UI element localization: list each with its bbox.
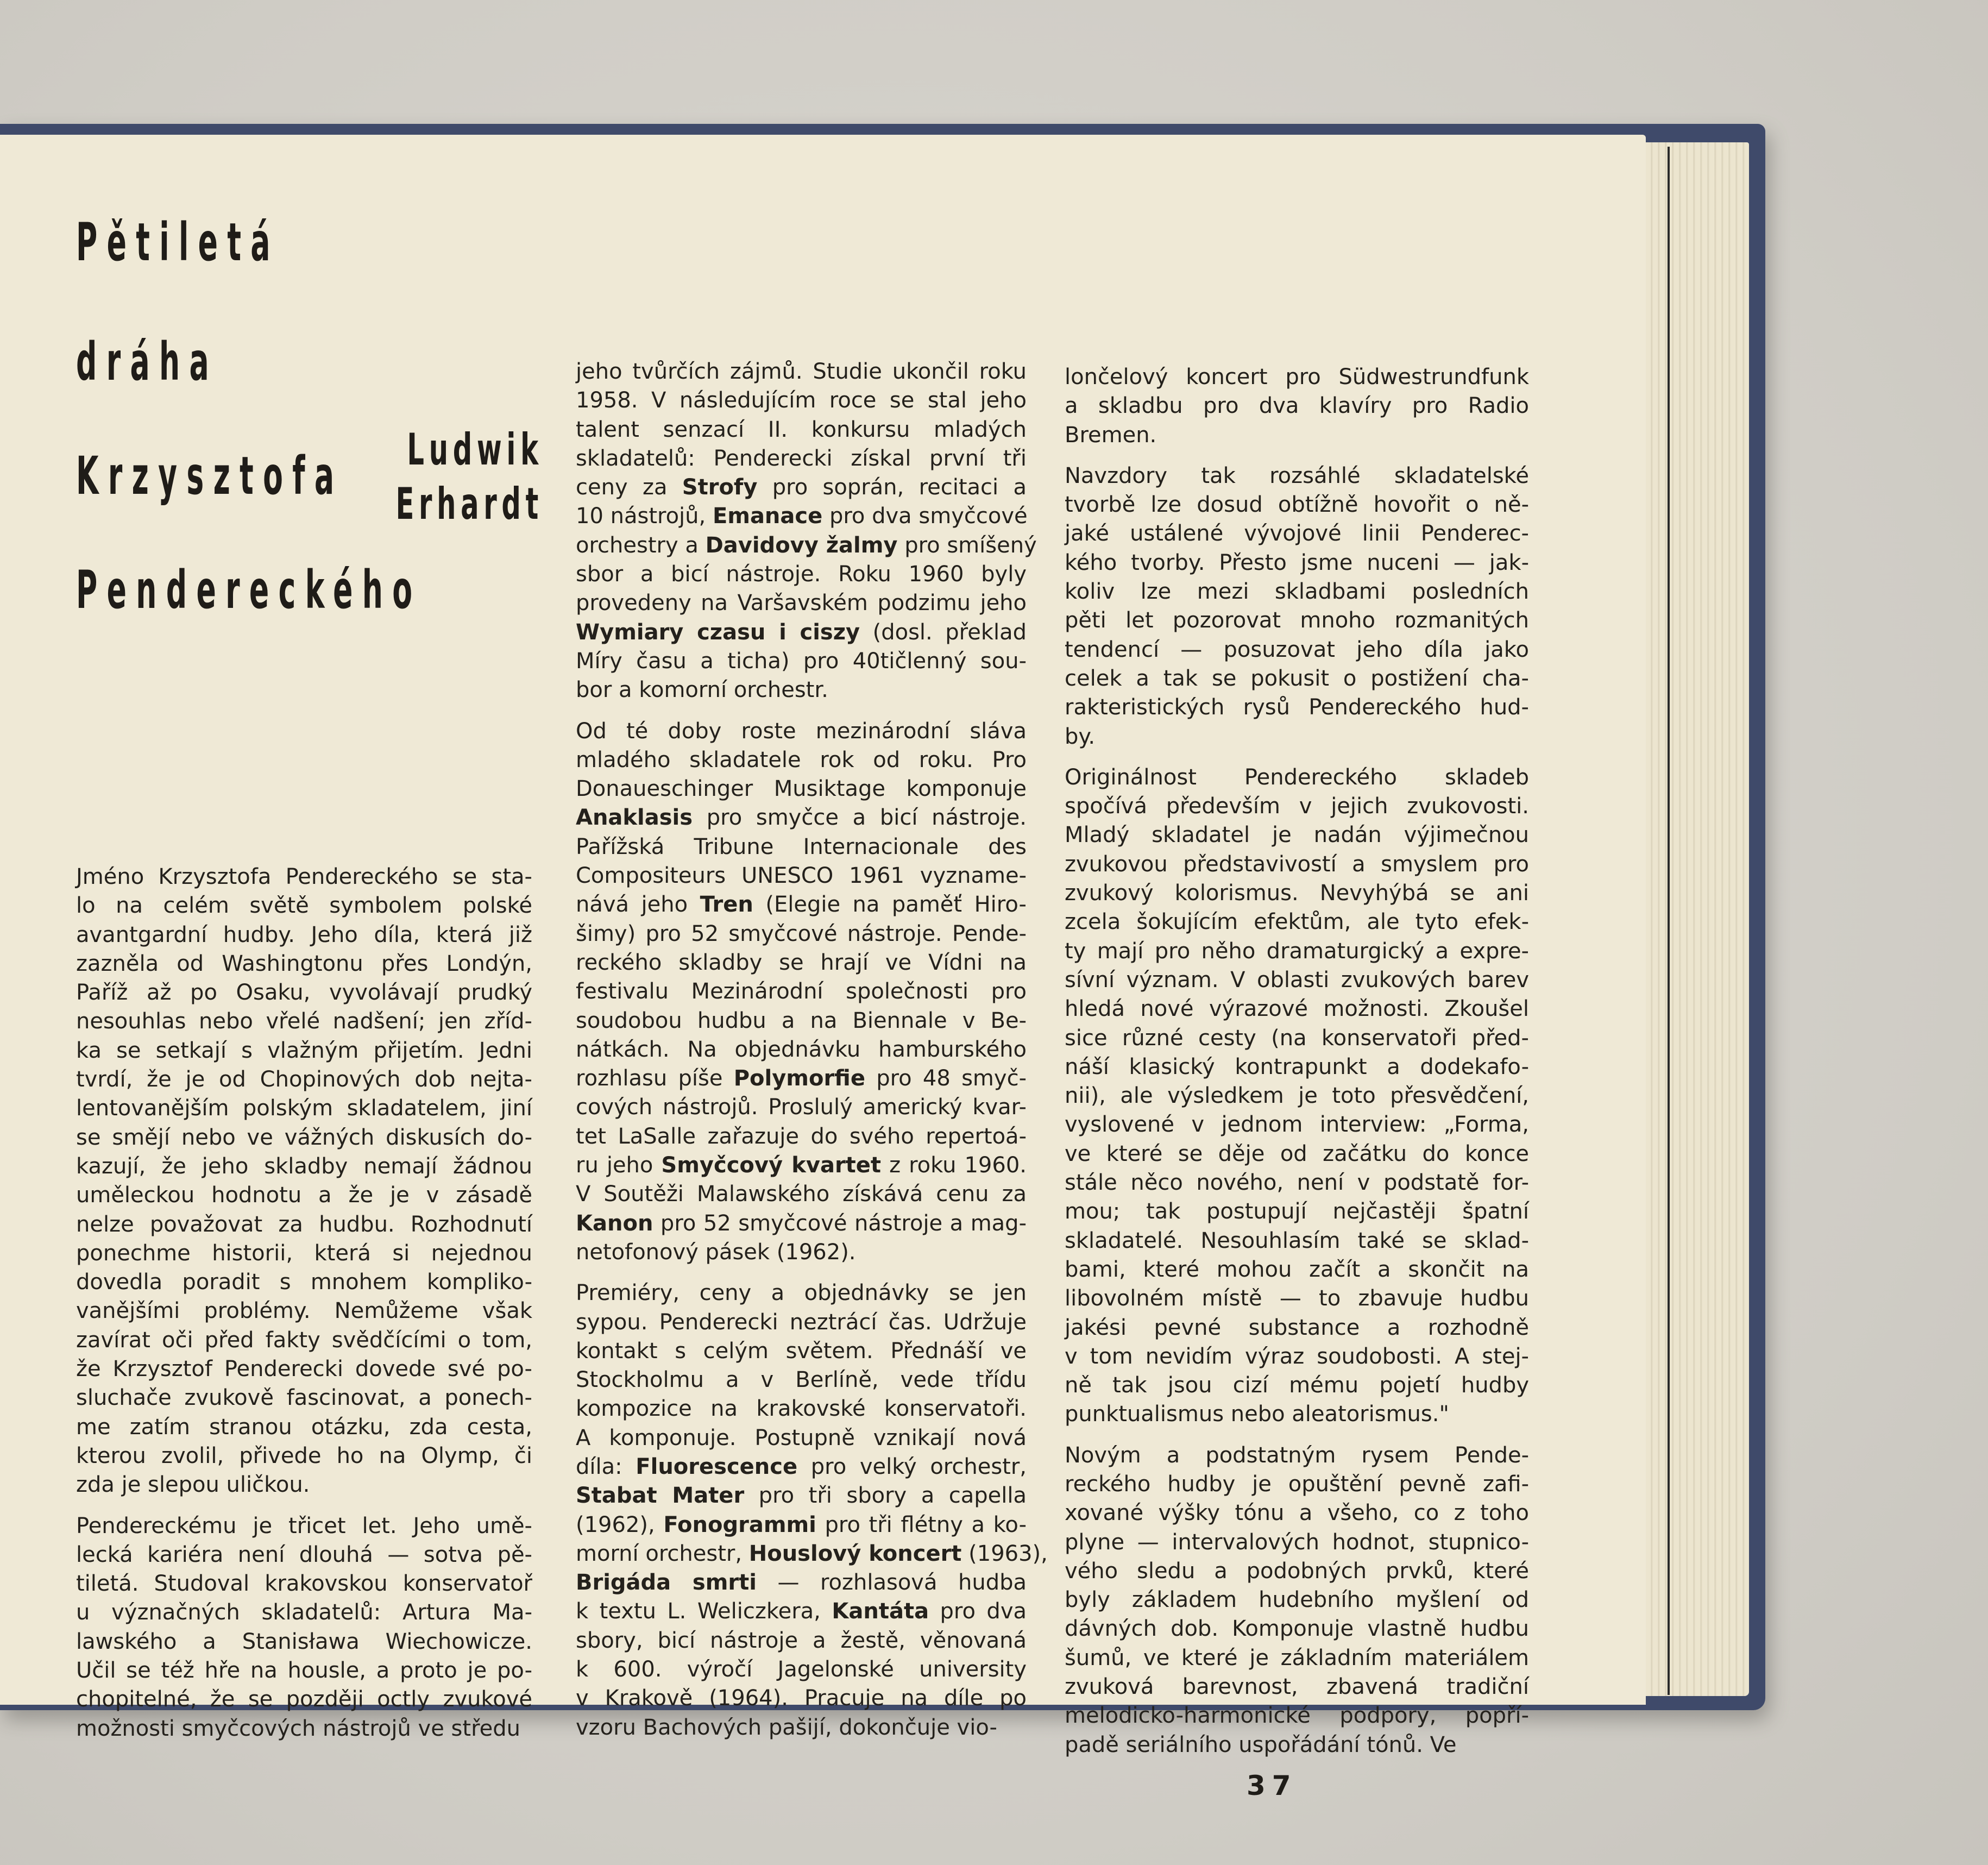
- text-line: nává jeho Tren (Elegie na paměť Hiro-: [576, 892, 1027, 918]
- text-line: Mladý skladatel je nadán výjimečnou: [1065, 822, 1529, 848]
- text-line: Novým a podstatným rysem Pende-: [1065, 1442, 1529, 1468]
- text-line: ka se setkají s vlažným přijetím. Jedni: [76, 1038, 532, 1063]
- text-line: zcela šokujícím efektům, ale tyto efek-: [1065, 909, 1529, 935]
- text-line: V Soutěži Malawského získává cenu za: [576, 1182, 1027, 1207]
- text-line: Pendereckému je třicet let. Jeho umě-: [76, 1513, 532, 1539]
- title-line-2: dráha: [76, 331, 218, 392]
- work-title: Tren: [700, 892, 753, 918]
- text-line: jaké ustálené vývojové linii Penderec-: [1065, 521, 1529, 547]
- text-line: k 600. výročí Jagelonské university: [576, 1657, 1027, 1682]
- paragraph-gap: [1065, 1429, 1529, 1441]
- work-title: Brigáda smrti: [576, 1570, 757, 1596]
- text-line: Brigáda smrti — rozhlasová hudba: [576, 1570, 1027, 1596]
- text-line: zazněla od Washingtonu přes Londýn,: [76, 951, 532, 976]
- text-line: melodicko-harmonické podpory, popří-: [1065, 1703, 1529, 1729]
- text-line: avantgardní hudby. Jeho díla, která již: [76, 922, 532, 947]
- text-line: ponechme historii, která si nejednou: [76, 1240, 532, 1266]
- text-line: Stabat Mater pro tři sbory a capella: [576, 1483, 1027, 1509]
- text-line: a skladbu pro dva klavíry pro Radio: [1065, 393, 1529, 419]
- text-line: vyslovené v jednom interview: „Forma,: [1065, 1112, 1529, 1138]
- text-line: tendencí — posuzovat jeho díla jako: [1065, 637, 1529, 662]
- work-title: Emanace: [712, 504, 823, 529]
- text-line: ceny za Strofy pro soprán, recitaci a: [576, 475, 1027, 500]
- text-line: zavírat oči před fakty svědčícími o tom,: [76, 1327, 532, 1353]
- text-line: Jméno Krzysztofa Pendereckého se sta-: [76, 864, 532, 889]
- text-line: ty mají pro něho dramaturgický a expre-: [1065, 938, 1529, 964]
- text-line: pěti let pozorovat mnoho rozmanitých: [1065, 608, 1529, 633]
- text-line: Bremen.: [1065, 422, 1157, 448]
- title-line-1: Pětiletá: [76, 212, 280, 273]
- text-line: byly základem hudebního myšlení od: [1065, 1587, 1529, 1613]
- text-line: Stockholmu a v Berlíně, vede třídu: [576, 1367, 1027, 1393]
- text-line: me zatím stranou otázku, zda cesta,: [76, 1414, 532, 1440]
- text-line: padě seriálního uspořádání tónů. Ve: [1065, 1732, 1457, 1757]
- text-line: bami, které mohou začít a skončit na: [1065, 1257, 1529, 1282]
- text-line: kého tvorby. Přesto jsme nuceni — jak-: [1065, 550, 1529, 575]
- text-line: vzoru Bachových pašijí, dokončuje vio-: [576, 1715, 997, 1740]
- text-line: zda je slepou uličkou.: [76, 1472, 310, 1498]
- work-title: Anaklasis: [576, 805, 693, 831]
- text-line: sluchače zvukově fascinovat, a ponech-: [76, 1385, 532, 1411]
- text-line: jeho tvůrčích zájmů. Studie ukončil roku: [576, 359, 1027, 384]
- text-line: 1958. V následujícím roce se stal jeho: [576, 388, 1027, 413]
- text-line: talent senzací II. konkursu mladých: [576, 417, 1027, 442]
- text-line: možnosti smyčcových nástrojů ve středu: [76, 1716, 520, 1741]
- text-line: Míry času a ticha) pro 40tičlenný sou-: [576, 648, 1027, 674]
- text-line: ně tak jsou cizí mému pojetí hudby: [1065, 1373, 1529, 1398]
- text-column-2: [576, 357, 1048, 1742]
- text-line: Anaklasis pro smyčce a bicí nástroje.: [576, 805, 1027, 831]
- text-line: šimy) pro 52 smyčcové nástroje. Pende-: [576, 921, 1027, 946]
- text-line: mladého skladatele rok od roku. Pro: [576, 747, 1027, 773]
- text-line: sice různé cesty (na konservatoři před-: [1065, 1025, 1529, 1051]
- book-page: [0, 135, 1646, 1801]
- title-line-3: Krzysztofa: [76, 445, 344, 506]
- text-line: u význačných skladatelů: Artura Ma-: [76, 1600, 532, 1625]
- work-title: Kanon: [576, 1210, 653, 1236]
- text-line: zvukový kolorismus. Nevyhýbá se ani: [1065, 881, 1529, 906]
- text-line: kazují, že jeho skladby nemají žádnou: [76, 1153, 532, 1179]
- text-line: Učil se též hře na housle, a proto je po-: [76, 1658, 532, 1684]
- paragraph-gap: [576, 1267, 1027, 1279]
- text-line: Donaueschinger Musiktage komponuje: [576, 776, 1027, 802]
- work-title: Fluorescence: [636, 1454, 798, 1479]
- work-title: Stabat Mater: [576, 1483, 745, 1509]
- text-line: tvrdí, že je od Chopinových dob nejta-: [76, 1067, 532, 1092]
- text-line: v tom nevidím výraz soudobosti. A stej-: [1065, 1343, 1529, 1369]
- text-line: lecká kariéra není dlouhá — sotva pě-: [76, 1542, 532, 1567]
- author-byline: [326, 424, 543, 558]
- text-line: nesouhlas nebo vřelé nadšení; jen zříd-: [76, 1009, 532, 1034]
- text-line: lončelový koncert pro Südwestrundfunk: [1065, 365, 1529, 390]
- text-line: Wymiary czasu i ciszy (dosl. překlad: [576, 619, 1027, 645]
- text-line: netofonový pásek (1962).: [576, 1239, 856, 1265]
- text-line: nátkách. Na objednávku hamburského: [576, 1037, 1027, 1062]
- text-line: koliv lze mezi skladbami posledních: [1065, 579, 1529, 605]
- text-line: sbory, bicí nástroje a žestě, věnovaná: [576, 1628, 1027, 1653]
- text-line: zvukovou představivostí a smyslem pro: [1065, 851, 1529, 877]
- text-line: náší klasický kontrapunkt a dodekafo-: [1065, 1054, 1529, 1079]
- text-line: jakési pevné substance a rozhodně: [1065, 1315, 1529, 1340]
- text-line: kontakt s celým světem. Přednáší ve: [576, 1338, 1027, 1364]
- text-line: morní orchestr, Houslový koncert (1963),: [576, 1541, 1048, 1566]
- text-line: A komponuje. Postupně vznikají nová: [576, 1425, 1027, 1450]
- text-line: lo na celém světě symbolem polské: [76, 893, 532, 919]
- text-line: 10 nástrojů, Emanace pro dva smyčcové: [576, 504, 1028, 529]
- text-line: uměleckou hodnotu a že je v zásadě: [76, 1183, 532, 1208]
- work-title: Polymorfie: [733, 1066, 865, 1091]
- text-line: vanějšími problémy. Nemůžeme však: [76, 1298, 532, 1324]
- text-line: vého sledu a podobných prvků, které: [1065, 1558, 1529, 1584]
- text-line: díla: Fluorescence pro velký orchestr,: [576, 1454, 1027, 1479]
- author-first-name: Ludwik: [407, 424, 543, 475]
- page-number: 37: [1247, 1770, 1298, 1801]
- text-line: skladatelů: Penderecki získal první tři: [576, 445, 1027, 471]
- text-line: libovolném místě — to zbavuje hudbu: [1065, 1286, 1529, 1311]
- text-line: tiletá. Studoval krakovskou konservatoř: [76, 1571, 532, 1597]
- text-line: spočívá především v jejich zvukovosti.: [1065, 794, 1529, 819]
- text-line: Od té doby roste mezinárodní sláva: [576, 718, 1027, 744]
- text-line: xované výšky tónu a všeho, co z toho: [1065, 1500, 1529, 1526]
- text-line: mou; tak postupují nejčastěji špatní: [1065, 1199, 1529, 1225]
- text-line: ru jeho Smyčcový kvartet z roku 1960.: [576, 1153, 1027, 1178]
- paragraph-gap: [1065, 751, 1529, 763]
- text-line: Navzdory tak rozsáhlé skladatelské: [1065, 463, 1529, 488]
- work-title: Fonogrammi: [663, 1512, 816, 1537]
- text-line: by.: [1065, 724, 1096, 749]
- text-line: ve které se děje od začátku do konce: [1065, 1141, 1529, 1166]
- text-line: provedeny na Varšavském podzimu jeho: [576, 591, 1027, 616]
- text-line: dovedla poradit s mnohem kompliko-: [76, 1270, 532, 1295]
- text-line: kompozice na krakovské konservatoři.: [576, 1396, 1027, 1422]
- text-line: (1962), Fonogrammi pro tři flétny a ko-: [576, 1512, 1027, 1537]
- text-line: bor a komorní orchestr.: [576, 677, 828, 703]
- text-line: cových nástrojů. Proslulý americký kvar-: [576, 1095, 1027, 1120]
- work-title: Strofy: [682, 475, 758, 500]
- text-line: Premiéry, ceny a objednávky se jen: [576, 1280, 1027, 1306]
- text-line: Pařížská Tribune Internacionale des: [576, 834, 1027, 859]
- text-column-3: [1065, 363, 1529, 1760]
- page-edge-line: [1668, 147, 1670, 1695]
- text-line: k textu L. Weliczkera, Kantáta pro dva: [576, 1599, 1027, 1624]
- text-line: rozhlasu píše Polymorfie pro 48 smyč-: [576, 1066, 1027, 1091]
- page-edges: [1646, 142, 1749, 1696]
- text-line: dávných dob. Komponuje vlastně hudbu: [1065, 1616, 1529, 1642]
- text-line: Paříž až po Osaku, vyvolávají prudký: [76, 980, 532, 1006]
- paragraph-gap: [1065, 450, 1529, 462]
- text-line: Kanon pro 52 smyčcové nástroje a mag-: [576, 1210, 1027, 1236]
- text-line: Compositeurs UNESCO 1961 vyzname-: [576, 863, 1027, 889]
- text-line: chopitelné, že se později octly zvukové: [76, 1687, 532, 1712]
- text-line: lentovanějším polským skladatelem, jiní: [76, 1096, 532, 1121]
- text-line: reckého hudby je opuštění pevně zafi-: [1065, 1471, 1529, 1497]
- text-line: festivalu Mezinárodní společnosti pro: [576, 979, 1027, 1004]
- text-line: celek a tak se pokusit o postižení cha-: [1065, 665, 1529, 691]
- text-line: hledá nové výrazové možnosti. Zkoušel: [1065, 996, 1529, 1022]
- paragraph-gap: [576, 705, 1027, 717]
- text-line: skladatelé. Nesouhlasím také se sklad-: [1065, 1228, 1529, 1253]
- work-title: Smyčcový kvartet: [661, 1153, 882, 1178]
- text-line: sbor a bicí nástroje. Roku 1960 byly: [576, 562, 1027, 587]
- text-line: tet LaSalle zařazuje do svého repertoá-: [576, 1123, 1027, 1149]
- author-last-name: Erhardt: [395, 479, 543, 529]
- text-column-1: [76, 863, 532, 1743]
- text-line: soudobou hudbu a na Biennale v Be-: [576, 1008, 1027, 1033]
- text-line: Originálnost Pendereckého skladeb: [1065, 764, 1529, 790]
- text-line: orchestry a Davidovy žalmy pro smíšený: [576, 532, 1037, 558]
- work-title: Davidovy žalmy: [705, 532, 898, 558]
- text-line: že Krzysztof Penderecki dovede své po-: [76, 1357, 532, 1382]
- text-line: sypou. Penderecki neztrácí čas. Udržuje: [576, 1309, 1027, 1335]
- text-line: nelze považovat za hudbu. Rozhodnutí: [76, 1211, 532, 1237]
- work-title: Wymiary czasu i ciszy: [576, 619, 860, 645]
- text-line: stále něco nového, není v podstatě for-: [1065, 1170, 1529, 1196]
- work-title: Kantáta: [832, 1599, 929, 1624]
- work-title: Houslový koncert: [748, 1541, 962, 1566]
- text-line: nii), ale výsledkem je toto přesvědčení,: [1065, 1083, 1529, 1109]
- text-line: šumů, ve které je základním materiálem: [1065, 1645, 1529, 1671]
- paragraph-gap: [76, 1500, 532, 1512]
- text-line: v Krakově (1964). Pracuje na díle po: [576, 1686, 1027, 1711]
- text-line: lawského a Stanisława Wiechowicze.: [76, 1629, 532, 1654]
- text-line: reckého skladby se hrají ve Vídni na: [576, 950, 1027, 975]
- text-line: rakteristických rysů Pendereckého hud-: [1065, 695, 1529, 720]
- text-line: sívní význam. V oblasti zvukových barev: [1065, 967, 1529, 993]
- text-line: tvorbě lze dosud obtížně hovořit o ně-: [1065, 492, 1529, 518]
- text-line: kterou zvolil, přivede ho na Olymp, či: [76, 1443, 532, 1468]
- text-line: plyne — intervalových hodnot, stupnico-: [1065, 1529, 1529, 1555]
- text-line: punktualismus nebo aleatorismus.": [1065, 1402, 1449, 1427]
- text-line: zvuková barevnost, zbavená tradiční: [1065, 1674, 1529, 1700]
- title-line-4: Pendereckého: [76, 560, 422, 620]
- text-line: se smějí nebo ve vážných diskusích do-: [76, 1125, 532, 1150]
